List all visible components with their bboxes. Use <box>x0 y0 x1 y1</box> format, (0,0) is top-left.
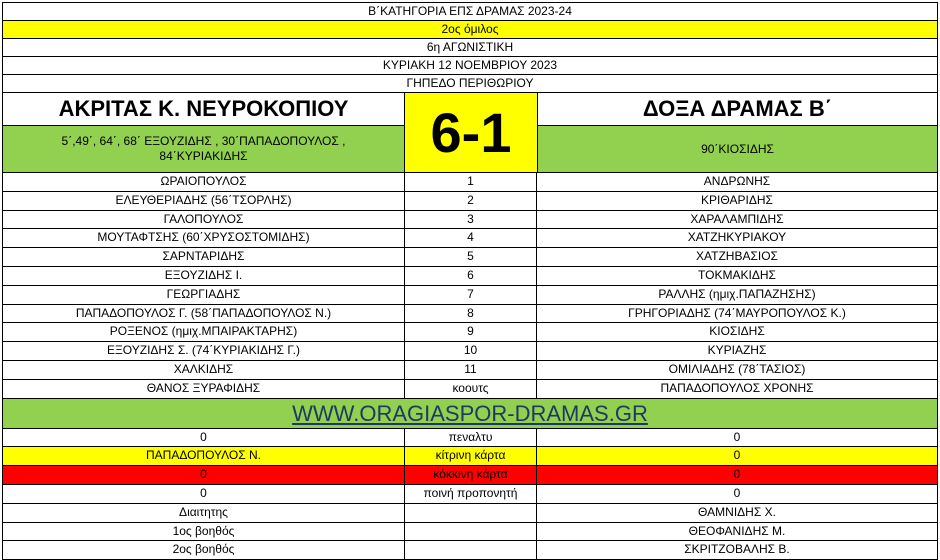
away-player: ΚΙΟΣΙΔΗΣ <box>709 324 765 339</box>
away-player: ΑΝΔΡΩΝΗΣ <box>703 174 771 188</box>
stat-row <box>2 485 938 504</box>
official-role: Διαιτητης <box>3 504 405 522</box>
website-row <box>2 399 938 429</box>
away-player: ΧΑΤΖΗΒΑΣΙΟΣ <box>696 249 778 264</box>
away-player: ΠΑΠΑΔΟΠΟΥΛΟΣ ΧΡΟΝΗΣ <box>660 380 814 395</box>
stats-table <box>2 429 938 504</box>
home-stat-value: 0 <box>3 485 405 503</box>
stat-row <box>2 447 938 466</box>
shirt-number: 4 <box>405 229 537 247</box>
official-role: 1ος βοηθός <box>3 523 405 541</box>
away-team-name: ΔΟΞΑ ΔΡΑΜΑΣ Β΄ <box>642 96 833 121</box>
away-player: ΟΜΙΛΙΑΔΗΣ (78΄ΤΑΣΙΟΣ) <box>668 361 806 376</box>
lineup-row <box>2 192 938 211</box>
lineup-row <box>2 323 938 342</box>
away-stat-value: 0 <box>733 485 741 500</box>
group-row <box>2 21 938 39</box>
away-player: ΚΥΡΙΑΖΗΣ <box>707 343 767 358</box>
officials-table <box>2 504 938 560</box>
home-player: ΜΟΥΤΑΦΤΣΗΣ (60΄ΧΡΥΣΟΣΤΟΜΙΔΗΣ) <box>3 229 405 247</box>
home-player: ΣΑΡΝΤΑΡΙΔΗΣ <box>3 248 405 266</box>
home-player: ΕΞΟΥΖΙΔΗΣ Σ. (74΄ΚΥΡΙΑΚΙΔΗΣ Γ.) <box>3 342 405 360</box>
date-row <box>2 57 938 75</box>
stat-label: πεναλτυ <box>405 429 537 447</box>
home-player: ΕΛΕΥΘΕΡΙΑΔΗΣ (56΄ΤΣΟΡΛΗΣ) <box>3 192 405 210</box>
official-spacer <box>405 523 537 541</box>
lineup-row <box>2 380 938 399</box>
shirt-number: 6 <box>405 267 537 285</box>
shirt-number: 5 <box>405 248 537 266</box>
away-player: ΧΑΡΑΛΑΜΠΙΔΗΣ <box>690 211 784 226</box>
match-date: ΚΥΡΙΑΚΗ 12 ΝΟΕΜΒΡΙΟΥ 2023 <box>382 58 558 72</box>
away-player: ΧΑΤΖΗΚΥΡΙΑΚΟΥ <box>687 230 787 245</box>
home-player: ΡΟΞΕΝΟΣ (ημιχ.ΜΠΑΙΡΑΚΤΑΡΗΣ) <box>3 323 405 341</box>
away-player: ΚΡΙΘΑΡΙΔΗΣ <box>701 192 773 207</box>
lineup-row <box>2 361 938 380</box>
home-stat-value: 0 <box>3 466 405 484</box>
match-venue: ΓΗΠΕΔΟ ΠΕΡΙΘΩΡΙΟΥ <box>406 76 534 90</box>
home-player: ΕΞΟΥΖΙΔΗΣ Ι. <box>3 267 405 285</box>
matchday-row <box>2 39 938 57</box>
lineup-row <box>2 305 938 324</box>
home-player: ΘΑΝΟΣ ΞΥΡΑΦΙΔΗΣ <box>3 380 405 398</box>
lineup-row <box>2 286 938 305</box>
home-player: ΓΑΛΟΠΟΥΛΟΣ <box>3 211 405 229</box>
shirt-number: κοουτς <box>405 380 537 398</box>
stat-label: κόκκινη κάρτα <box>405 466 537 484</box>
home-scorers-line-1: 5΄,49΄, 64΄, 68΄ ΕΞΟΥΖΙΔΗΣ , 30΄ΠΑΠΑΔΟΠΟΥΛΟΣ , <box>61 134 346 148</box>
lineup-row <box>2 342 938 361</box>
lineup-row <box>2 211 938 230</box>
home-scorers <box>3 125 404 172</box>
shirt-number: 7 <box>405 286 537 304</box>
away-player: ΡΑΛΛΗΣ (ημιχ.ΠΑΠΑΖΗΣΗΣ) <box>658 286 816 301</box>
shirt-number: 2 <box>405 192 537 210</box>
home-player: ΠΑΠΑΔΟΠΟΥΛΟΣ Γ. (58΄ΠΑΠΑΔΟΠΟΥΛΟΣ Ν.) <box>3 305 405 323</box>
away-scorers: 90΄ΚΙΟΣΙΔΗΣ <box>538 125 937 172</box>
stat-row <box>2 466 938 485</box>
away-stat-value: 0 <box>733 467 741 482</box>
stat-label: κίτρινη κάρτα <box>405 447 537 465</box>
official-name: ΘΕΟΦΑΝΙΔΗΣ Μ. <box>688 523 786 538</box>
home-scorers-line-2: 84΄ΚΥΡΙΑΚΙΔΗΣ <box>159 149 248 163</box>
final-score: 6-1 <box>404 93 538 172</box>
stat-row <box>2 429 938 448</box>
shirt-number: 11 <box>405 361 537 379</box>
match-report-sheet <box>2 2 938 560</box>
official-spacer <box>405 504 537 522</box>
competition-row <box>2 2 938 21</box>
shirt-number: 10 <box>405 342 537 360</box>
shirt-number: 3 <box>405 211 537 229</box>
official-name: ΘΑΜΝΙΔΗΣ Χ. <box>698 504 776 519</box>
lineup-row <box>2 229 938 248</box>
official-spacer <box>405 541 537 559</box>
away-stat-value: 0 <box>733 448 741 463</box>
stat-label: ποινή προπονητή <box>405 485 537 503</box>
website-link[interactable]: WWW.ORAGIASPOR-DRAMAS.GR <box>292 400 648 426</box>
group-label: 2ος όμιλος <box>441 22 499 36</box>
away-stat-value: 0 <box>733 429 741 444</box>
home-team-name: ΑΚΡΙΤΑΣ Κ. ΝΕΥΡΟΚΟΠΙΟΥ <box>58 96 349 121</box>
lineups-table <box>2 173 938 399</box>
lineup-row <box>2 248 938 267</box>
competition-title: Β΄ΚΑΤΗΓΟΡΙΑ ΕΠΣ ΔΡΑΜΑΣ 2023-24 <box>368 4 572 18</box>
lineup-row <box>2 173 938 192</box>
shirt-number: 9 <box>405 323 537 341</box>
lineup-row <box>2 267 938 286</box>
official-row <box>2 523 938 542</box>
venue-row <box>2 75 938 93</box>
official-name: ΣΚΡΙΤΖΟΒΑΛΗΣ Β. <box>684 542 790 557</box>
away-player: ΤΟΚΜΑΚΙΔΗΣ <box>698 267 776 282</box>
home-player: ΩΡΑΙΟΠΟΥΛΟΣ <box>3 173 405 191</box>
home-player: ΓΕΩΡΓΙΑΔΗΣ <box>3 286 405 304</box>
shirt-number: 1 <box>405 173 537 191</box>
matchday-label: 6η ΑΓΩΝΙΣΤΙΚΗ <box>426 40 514 54</box>
teams-block <box>2 93 938 173</box>
official-role: 2ος βοηθός <box>3 541 405 559</box>
home-player: ΧΑΛΚΙΔΗΣ <box>3 361 405 379</box>
home-stat-value: 0 <box>3 429 405 447</box>
shirt-number: 8 <box>405 305 537 323</box>
official-row <box>2 504 938 523</box>
away-player: ΓΡΗΓΟΡΙΑΔΗΣ (74΄ΜΑΥΡΟΠΟΥΛΟΣ Κ.) <box>628 305 846 320</box>
official-row <box>2 541 938 560</box>
home-stat-value: ΠΑΠΑΔΟΠΟΥΛΟΣ Ν. <box>3 447 405 465</box>
